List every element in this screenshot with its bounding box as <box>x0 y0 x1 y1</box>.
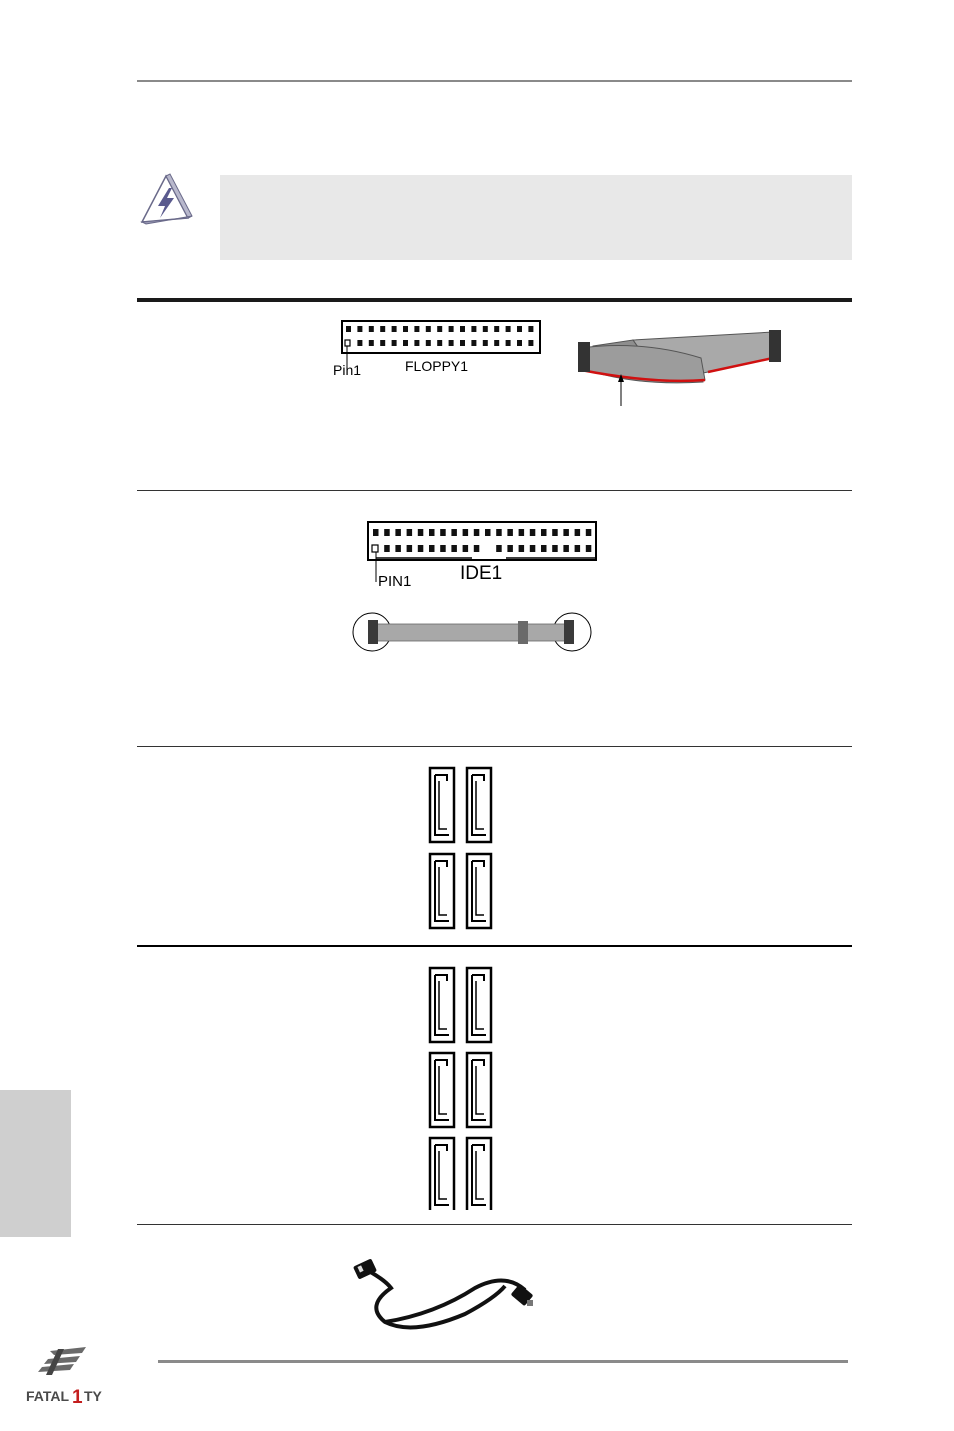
header-pin <box>496 545 502 552</box>
side-language-tab <box>0 1090 71 1237</box>
sata-connector <box>467 768 491 842</box>
section-divider <box>137 746 852 747</box>
header-pin <box>471 326 476 332</box>
header-pin <box>506 326 511 332</box>
sata-connector <box>467 1138 491 1210</box>
header-pin <box>418 545 424 552</box>
header-pin <box>426 326 431 332</box>
sata-connector <box>467 854 491 928</box>
header-pin <box>485 529 491 536</box>
warning-triangle-icon <box>136 170 196 230</box>
header-pin <box>586 529 592 536</box>
header-pin <box>392 340 397 346</box>
header-pin <box>519 545 525 552</box>
header-pin <box>483 340 488 346</box>
header-pin <box>506 340 511 346</box>
header-pin <box>507 529 513 536</box>
header-pin <box>517 340 522 346</box>
header-pin <box>460 340 465 346</box>
header-pin <box>507 545 513 552</box>
floppy-header-label: FLOPPY1 <box>405 358 469 374</box>
header-pin <box>440 545 446 552</box>
ide-ribbon-cable-image <box>352 608 596 658</box>
sata-connector <box>467 1053 491 1127</box>
header-pin <box>403 326 408 332</box>
header-pin <box>575 545 581 552</box>
sata-cable-image <box>345 1250 545 1335</box>
floppy-header-diagram <box>333 318 548 384</box>
ide-pin1-label: PIN1 <box>378 573 412 590</box>
header-pin <box>474 545 480 552</box>
header-pin <box>541 529 547 536</box>
sata-connector-group-2 <box>425 965 495 1210</box>
logo-text-right: TY <box>84 1388 102 1404</box>
header-pin <box>426 340 431 346</box>
header-pin <box>517 326 522 332</box>
header-rule <box>137 80 852 82</box>
header-pin <box>369 340 374 346</box>
header-pin <box>575 529 581 536</box>
header-pin <box>357 340 362 346</box>
header-pin <box>552 529 558 536</box>
header-pin <box>474 529 480 536</box>
floppy-pin1-label: Pin1 <box>333 362 362 378</box>
header-pin <box>451 545 457 552</box>
header-pin <box>357 326 362 332</box>
header-pin <box>384 529 390 536</box>
sata-connector <box>430 1053 454 1127</box>
header-pin <box>494 326 499 332</box>
header-pin <box>384 545 390 552</box>
sata-connector <box>467 968 491 1042</box>
header-pin <box>528 326 533 332</box>
fatal1ty-logo <box>24 1345 106 1407</box>
header-pin <box>483 326 488 332</box>
ide-header-label: IDE1 <box>460 563 503 584</box>
logo-text-left: FATAL <box>26 1388 70 1404</box>
header-pin <box>380 326 385 332</box>
header-pin <box>586 545 592 552</box>
header-pin <box>449 326 454 332</box>
sata-connector <box>430 1138 454 1210</box>
header-pin <box>380 340 385 346</box>
header-pin <box>463 545 469 552</box>
header-pin <box>437 340 442 346</box>
header-pin <box>429 545 435 552</box>
header-pin <box>563 545 569 552</box>
sata-connector <box>430 768 454 842</box>
header-pin <box>414 340 419 346</box>
header-pin <box>369 326 374 332</box>
header-pin <box>496 529 502 536</box>
header-pin <box>440 529 446 536</box>
header-pin <box>392 326 397 332</box>
header-pin <box>530 545 536 552</box>
sata-connector <box>430 854 454 928</box>
floppy-ribbon-cable-image <box>573 328 791 408</box>
header-pin <box>373 529 379 536</box>
header-pin <box>552 545 558 552</box>
section-divider <box>137 490 852 491</box>
sata-connector <box>430 968 454 1042</box>
section-divider-thick <box>137 298 852 302</box>
sata-connector-group-1 <box>425 765 495 930</box>
header-pin <box>418 529 424 536</box>
header-pin <box>403 340 408 346</box>
header-pin <box>395 545 401 552</box>
header-pin <box>528 340 533 346</box>
header-pin <box>460 326 465 332</box>
header-pin <box>530 529 536 536</box>
header-pin <box>414 326 419 332</box>
header-pin <box>471 340 476 346</box>
header-pin <box>494 340 499 346</box>
header-pin <box>395 529 401 536</box>
header-pin <box>346 326 351 332</box>
warning-note-box <box>220 175 852 260</box>
header-pin <box>451 529 457 536</box>
header-pin <box>449 340 454 346</box>
section-divider <box>137 945 852 947</box>
header-pin <box>437 326 442 332</box>
header-pin <box>407 545 413 552</box>
header-pin <box>463 529 469 536</box>
header-pin <box>541 545 547 552</box>
section-divider <box>137 1224 852 1225</box>
header-pin <box>519 529 525 536</box>
header-pin <box>429 529 435 536</box>
footer-rule <box>158 1360 848 1363</box>
header-pin <box>407 529 413 536</box>
header-pin <box>563 529 569 536</box>
logo-text-one: 1 <box>72 1387 83 1407</box>
